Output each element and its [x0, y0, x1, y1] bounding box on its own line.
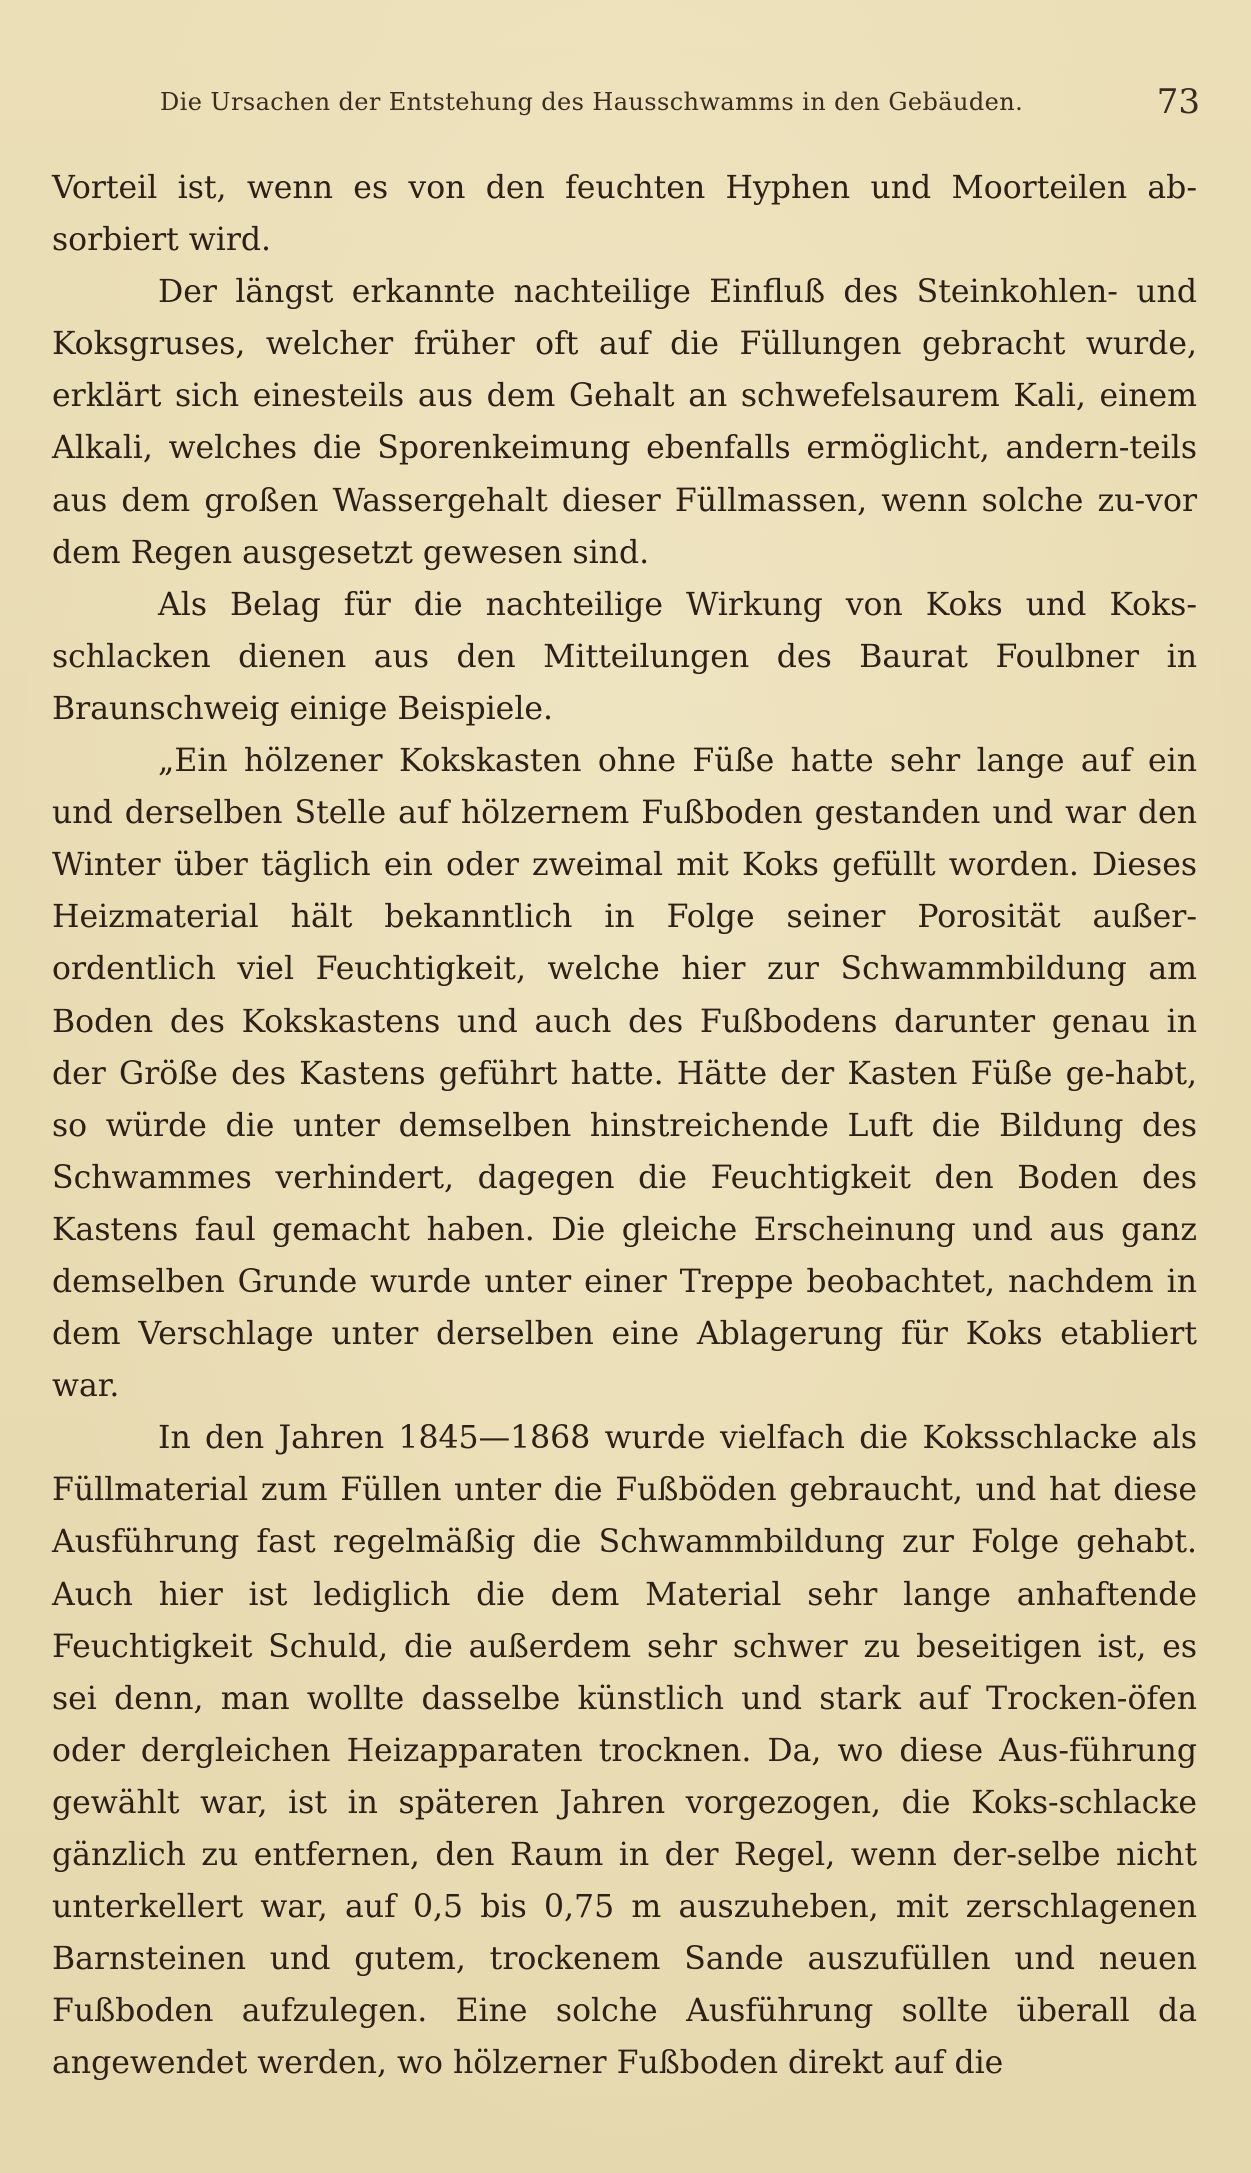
page-header [160, 80, 1200, 124]
running-title: Die Ursachen der Entstehung des Hausschwamms in den Gebäuden. [160, 88, 1024, 116]
paragraph: Als Belag für die nachteilige Wirkung von Koks und Koks-schlacken dienen aus den Mitteilungen des Baurat Foulbner in Braunschweig einige Beispiele. [52, 586, 1197, 727]
quoted-paragraph: „Ein hölzener Kokskasten ohne Füße hatte sehr lange auf ein und derselben Stelle auf hölzernem Fußboden gestanden und war den Winter über täglich ein oder zweimal mit Koks gefüllt worden. Dieses Heizmaterial hält bekanntlich in Folge seiner Porosität außer-ordentlich viel Feuchtigkeit, welche hier zur Schwammbildung am Boden des Kokskastens und auch des Fußbodens darunter genau in der Größe des Kastens geführt hatte. Hätte der Kasten Füße ge-habt, so würde die unter demselben hinstreichende Luft die Bildung des Schwammes verhindert, dagegen die Feuchtigkeit den Boden des Kastens faul gemacht haben. Die gleiche Erscheinung und aus ganz demselben Grunde wurde unter einer Treppe beobachtet, nachdem in dem Verschlage unter derselben eine Ablagerung für Koks etabliert war. [52, 743, 1197, 1405]
paragraph: In den Jahren 1845—1868 wurde vielfach die Koksschlacke als Füllmaterial zum Füllen unter die Fußböden gebraucht, und hat diese Ausführung fast regelmäßig die Schwammbildung zur Folge gehabt. Auch hier ist lediglich die dem Material sehr lange anhaftende Feuchtigkeit Schuld, die außerdem sehr schwer zu beseitigen ist, es sei denn, man wollte dasselbe künstlich und stark auf Trocken-öfen oder dergleichen Heizapparaten trocknen. Da, wo diese Aus-führung gewählt war, ist in späteren Jahren vorgezogen, die Koks-schlacke gänzlich zu entfernen, den Raum in der Regel, wenn der-selbe nicht unterkellert war, auf 0,5 bis 0,75 m auszuheben, mit zerschlagenen Barnsteinen und gutem, trockenem Sande auszufüllen und neuen Fußboden aufzulegen. Eine solche Ausführung sollte überall da angewendet werden, wo hölzerner Fußboden direkt auf die [52, 1420, 1197, 2082]
page-number: 73 [1156, 82, 1200, 122]
body-text [52, 162, 1197, 2089]
paragraph: Vorteil ist, wenn es von den feuchten Hyphen und Moorteilen ab-sorbiert wird. [52, 170, 1197, 259]
paragraph: Der längst erkannte nachteilige Einfluß des Steinkohlen- und Koksgruses, welcher früher oft auf die Füllungen gebracht wurde, erklärt sich einesteils aus dem Gehalt an schwefelsaurem Kali, einem Alkali, welches die Sporenkeimung ebenfalls ermöglicht, andern-teils aus dem großen Wassergehalt dieser Füllmassen, wenn solche zu-vor dem Regen ausgesetzt gewesen sind. [52, 274, 1197, 571]
